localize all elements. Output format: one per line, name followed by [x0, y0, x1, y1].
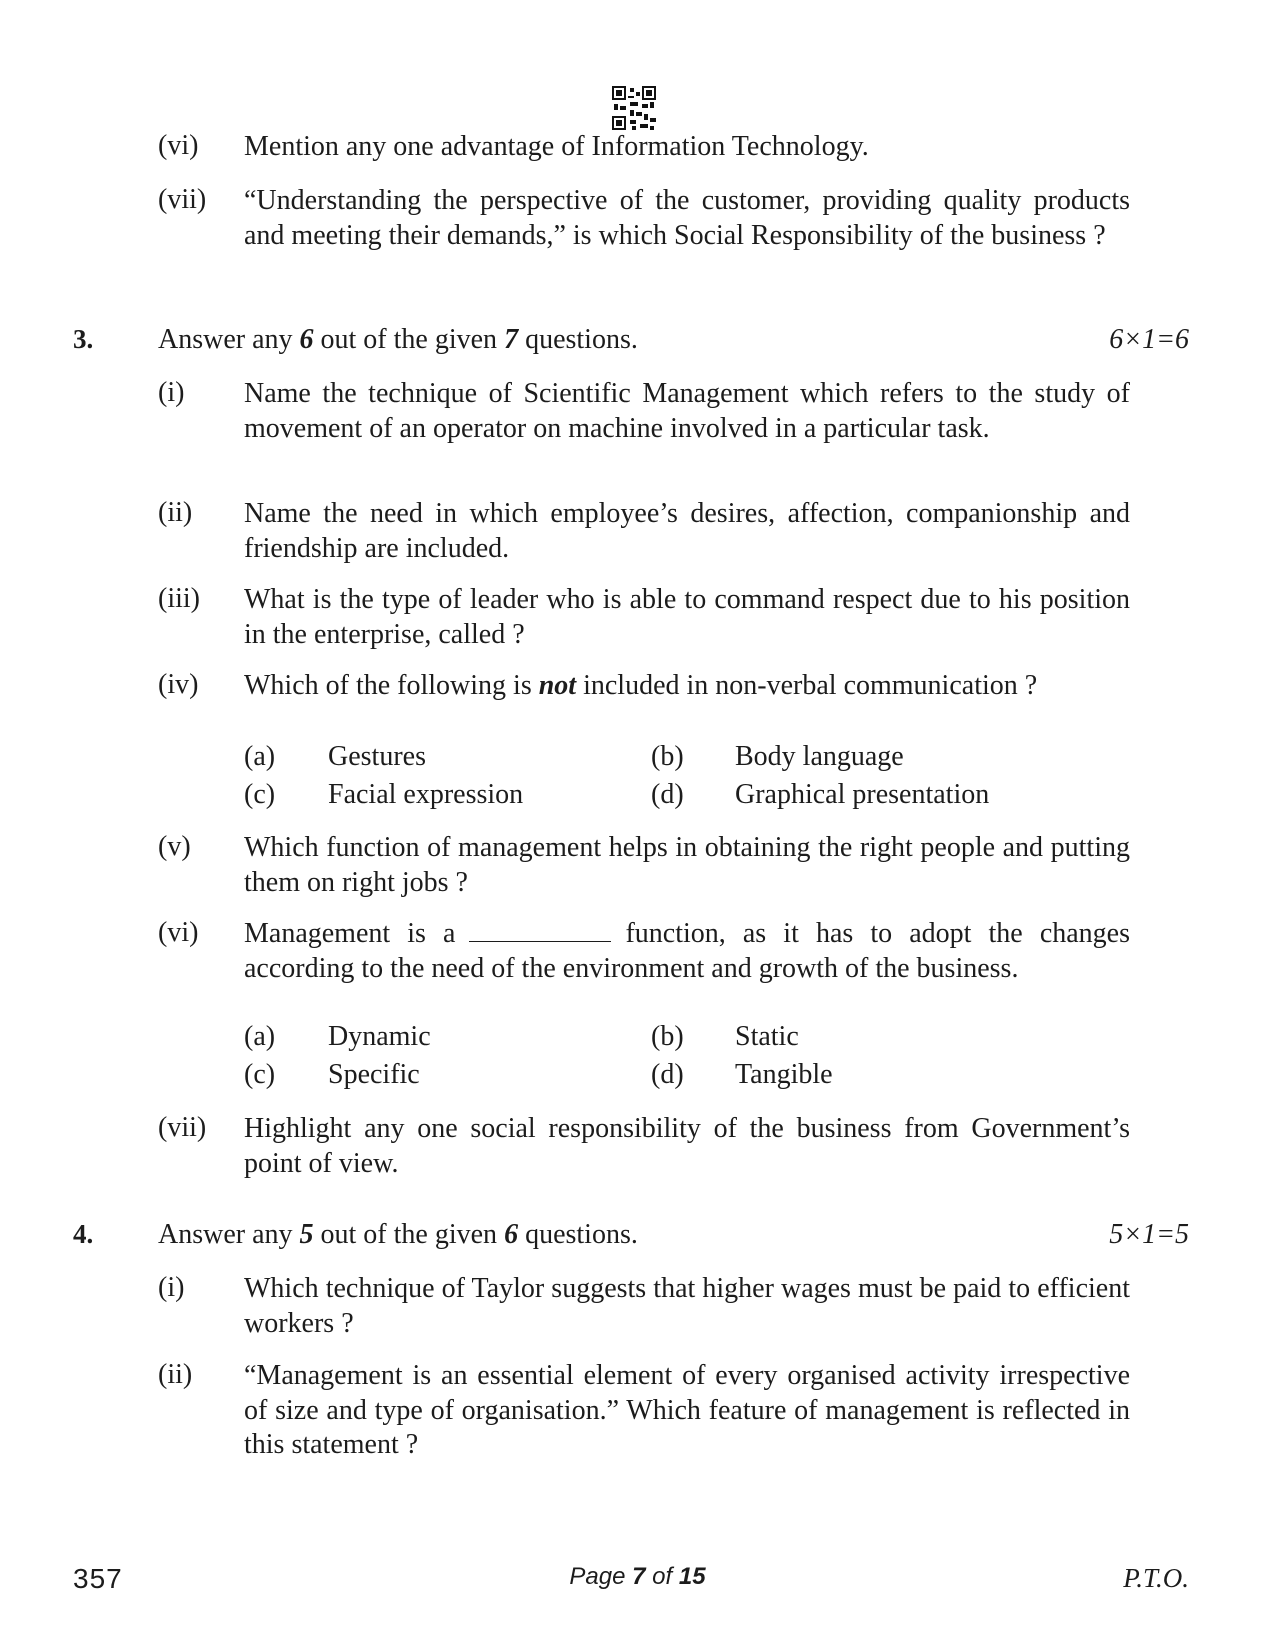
item-number: (v) [158, 831, 191, 862]
item-text: “Understanding the perspective of the customer, providing quality products and meeting their demands,” is which Social Responsibility of the business ? [244, 185, 1130, 251]
fill-in-blank [469, 917, 611, 942]
question-3-i [158, 377, 1130, 446]
pto-label: P.T.O. [1123, 1563, 1189, 1593]
item-number: (vi) [158, 130, 199, 161]
item-number: (iii) [158, 583, 200, 614]
item-text: Name the need in which employee’s desires, affection, companionship and friendship are included. [244, 498, 1130, 564]
item-text: “Management is an essential element of every organised activity irrespective of size and type of organisation.” Which feature of management is reflected in this statement ? [244, 1360, 1130, 1460]
question-3-instruction: Answer any 6 out of the given 7 questions. [158, 324, 638, 355]
item-number: (vii) [158, 1112, 207, 1143]
question-3-v [158, 831, 1130, 900]
item-number: (vi) [158, 917, 199, 948]
item-text: Which of the following is not included in non-verbal communication ? [244, 670, 1038, 701]
question-4-instruction: Answer any 5 out of the given 6 questions. [158, 1219, 638, 1250]
paper-code: 357 [73, 1563, 123, 1594]
question-2-vii [158, 184, 1130, 253]
item-number: (ii) [158, 1359, 193, 1390]
item-number: (ii) [158, 497, 193, 528]
question-3-iv [158, 669, 1130, 704]
question-3-number: 3. [73, 324, 94, 354]
question-4-i [158, 1272, 1130, 1341]
question-4-number: 4. [73, 1219, 94, 1249]
item-number: (iv) [158, 669, 199, 700]
item-number: (i) [158, 377, 185, 408]
question-3-vii [158, 1112, 1130, 1181]
question-3-vi [158, 917, 1130, 986]
question-4-ii [158, 1359, 1130, 1463]
qr-code [612, 86, 656, 130]
item-text: Mention any one advantage of Information Technology. [244, 131, 869, 162]
question-3-ii [158, 497, 1130, 566]
item-text: What is the type of leader who is able to command respect due to his position in the enterprise, called ? [244, 584, 1130, 650]
item-text: Which technique of Taylor suggests that higher wages must be paid to efficient workers ? [244, 1273, 1130, 1339]
question-3-iii [158, 583, 1130, 652]
item-number: (i) [158, 1272, 185, 1303]
item-text: Which function of management helps in obtaining the right people and putting them on right jobs ? [244, 832, 1130, 898]
page-number: Page 7 of 15 [569, 1563, 706, 1590]
question-3-marks: 6×1=6 [1109, 324, 1189, 355]
item-text: Name the technique of Scientific Management which refers to the study of movement of an operator on machine involved in a particular task. [244, 378, 1130, 444]
item-text: Highlight any one social responsibility of the business from Government’s point of view. [244, 1113, 1130, 1179]
item-text: Management is a function, as it has to adopt the changes according to the need of the environment and growth of the business. [244, 918, 1131, 984]
question-2-vi [158, 130, 1130, 165]
item-number: (vii) [158, 184, 207, 215]
question-4-marks: 5×1=5 [1109, 1219, 1189, 1250]
